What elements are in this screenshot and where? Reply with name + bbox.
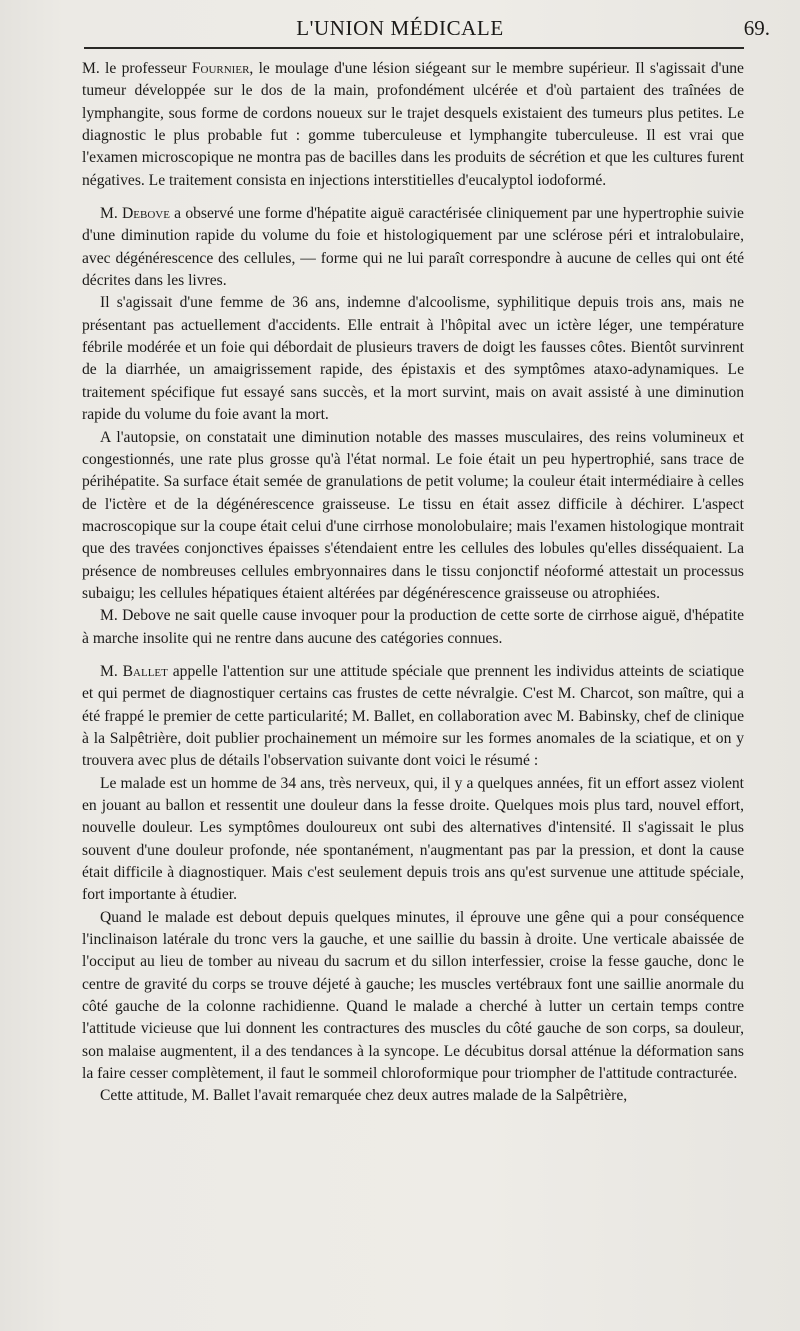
- author-name-debove: Debove: [122, 205, 170, 223]
- paragraph-lead: M.: [100, 205, 122, 223]
- paragraph-debove-conclusion: M. Debove ne sait quelle cause invoquer pour la production de cette sorte de cirrhose aiguë, d'hépatite à marche insolite qui ne rentre dans aucune des catégories connues.: [82, 607, 744, 647]
- paragraph-patient-history: Le malade est un homme de 34 ans, très nerveux, qui, il y a quelques années, fit un effort assez violent en jouant au ballon et ressentit une douleur dans la fesse droite. Quelques mois plus tard, nouvel effort, nouvelle douleur. Les symptômes douloureux ont subi des alternatives d'intensité. Il s'agissait le plus souvent d'une douleur profonde, née spontanément, n'augmentant pas par la pression, et dont la cause était difficile à diagnostiquer. Mais c'est seulement depuis trois ans qu'est survenue une attitude spéciale, fort importante à étudier.: [82, 774, 744, 904]
- paragraph-case-description: Il s'agissait d'une femme de 36 ans, indemne d'alcoolisme, syphilitique depuis trois ans, mais ne présentant pas actuellement d'accidents. Elle entrait à l'hôpital avec un ictère léger, une température fébrile modérée et un foie qui débordait de plusieurs travers de doigt les fausses côtes. Bientôt survinrent de la diarrhée, un amaigrissement rapide, des épistaxis et des symptômes ataxo-adynamiques. Le traitement spécifique fut essayé sans succès, et la mort survint, mais on avait assisté à une diminution rapide du volume du foie avant la mort.: [82, 294, 744, 424]
- paragraph-autopsy: A l'autopsie, on constatait une diminution notable des masses musculaires, des reins volumineux et congestionnés, une rate plus grosse qu'à l'état normal. Le foie était un peu hypertrophié, sans trace de périhépatite. Sa surface était semée de granulations de petit volume; la couleur était intermédiaire à celles de l'ictère et de la dégénérescence graisseuse. Le tissu en était assez difficile à déchirer. L'aspect macroscopique sur la coupe était celui d'une cirrhose monolobulaire; mais l'examen histologique montrait que des travées conjonctives épaisses s'étendaient entre les cellules des lobules qu'elles disséquaient. La présence de nombreuses cellules embryonnaires dans le tissu conjonctif néoformé attestait un processus subaigu; les cellules hépatiques étaient altérées par dégénérescence graisseuse ou atrophiées.: [82, 428, 744, 602]
- paragraph-text: a observé une forme d'hépatite aiguë caractérisée cliniquement par une hypertrophie suivie d'une diminution rapide du volume du foie et histologiquement par une sclérose péri et intralobulaire, avec dégénérescence des cellules, — forme qui ne lui paraît correspondre à aucune de celles qui ont été décrites dans les livres.: [82, 205, 744, 290]
- paragraph-text: , le moulage d'une lésion siégeant sur le membre supérieur. Il s'agissait d'une tumeur développée sur le dos de la main, profondément ulcérée et d'où partaient des traînées de lymphangite, sous forme de cordons noueux sur le trajet desquels existaient des tumeurs plus petites. Le diagnostic le plus probable fut : gomme tuberculeuse et lymphangite tuberculeuse. Il est vrai que l'examen microscopique ne montra pas de bacilles dans les produits de sécrétion et que les cultures furent négatives. Le traitement consista en injections interstitielles d'eucalyptol iodoformé.: [82, 60, 744, 189]
- paragraph-continuation: Cette attitude, M. Ballet l'avait remarquée chez deux autres malade de la Salpêtrière,: [100, 1087, 628, 1105]
- page-number: 69.: [743, 16, 770, 40]
- paragraph-gap: [82, 650, 744, 661]
- header-rule: [84, 47, 744, 49]
- author-name-ballet: Ballet: [122, 662, 168, 680]
- paragraph-fournier: [82, 58, 744, 192]
- paragraph-lead: M. le professeur: [82, 60, 192, 77]
- paragraph-debove: [82, 203, 744, 292]
- paragraph-text: appelle l'attention sur une attitude spéciale que prennent les individus atteints de sciatique et qui permet de diagnostiquer certains cas frustes de cette névralgie. C'est M. Charcot, son maître, qui a été frappé le premier de cette particularité; M. Ballet, en collaboration avec M. Babinsky, chef de clinique à la Salpêtrière, doit publier prochainement un mémoire sur les formes anomales de la sciatique, et on y trouvera avec plus de détails l'observation suivante dont voici le résumé :: [82, 662, 744, 770]
- paragraph-gap: [82, 192, 744, 203]
- paragraph-lead: M.: [100, 662, 123, 680]
- running-title: L'UNION MÉDICALE: [296, 16, 504, 40]
- paragraph-ballet: [82, 661, 744, 773]
- body-text: [82, 58, 744, 1108]
- paragraph-attitude: Quand le malade est debout depuis quelques minutes, il éprouve une gêne qui a pour conséquence l'inclinaison latérale du tronc vers la gauche, et une saillie du bassin à droite. Une verticale abaissée de l'occiput au lieu de tomber au niveau du sacrum et du sillon interfessier, croise la fesse gauche, donc le centre de gravité du corps se trouve déjeté à gauche; les muscles vertébraux font une saillie anormale du côté gauche de la colonne rachidienne. Quand le malade a cherché à lutter un certain temps contre l'attitude vicieuse que lui donnent les contractures des muscles du côté gauche de son corps, sa douleur, son malaise augmentent, il a des tendances à la syncope. Le décubitus dorsal atténue la déformation sans la faire cesser complètement, il faut le sommeil chloroformique pour triompher de l'attitude contracturée.: [82, 908, 744, 1083]
- author-name-fournier: Fournier: [191, 60, 250, 77]
- page-header: [0, 10, 800, 44]
